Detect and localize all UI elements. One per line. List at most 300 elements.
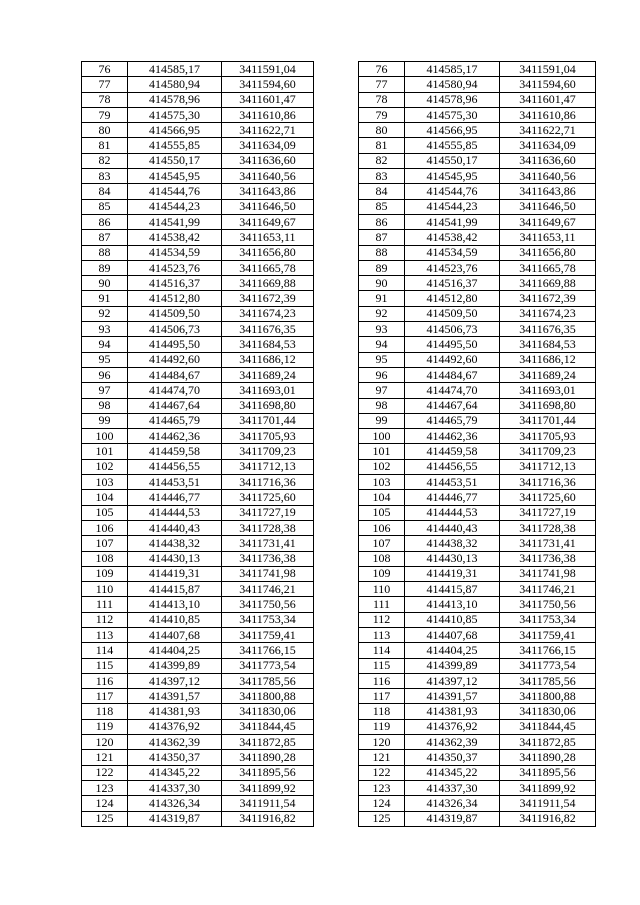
- x-coordinate-cell: 414376,92: [128, 719, 222, 734]
- x-coordinate-cell: 414453,51: [128, 475, 222, 490]
- y-coordinate-cell: 3411728,38: [500, 520, 596, 535]
- table-row: [82, 704, 314, 719]
- x-coordinate-cell: 414585,17: [405, 62, 500, 77]
- y-coordinate-cell: 3411698,80: [222, 398, 314, 413]
- y-coordinate-cell: 3411830,06: [222, 704, 314, 719]
- table-row: [82, 184, 314, 199]
- table-row: [82, 536, 314, 551]
- point-number-cell: 114: [82, 643, 128, 658]
- y-coordinate-cell: 3411701,44: [222, 413, 314, 428]
- x-coordinate-cell: 414440,43: [405, 520, 500, 535]
- table-row: [82, 765, 314, 780]
- y-coordinate-cell: 3411731,41: [222, 536, 314, 551]
- y-coordinate-cell: 3411741,98: [222, 566, 314, 581]
- y-coordinate-cell: 3411911,54: [222, 796, 314, 811]
- table-row: [82, 566, 314, 581]
- table-row: [359, 444, 596, 459]
- y-coordinate-cell: 3411591,04: [222, 62, 314, 77]
- point-number-cell: 119: [359, 719, 405, 734]
- y-coordinate-cell: 3411643,86: [222, 184, 314, 199]
- table-row: [359, 92, 596, 107]
- point-number-cell: 93: [82, 322, 128, 337]
- point-number-cell: 105: [359, 505, 405, 520]
- x-coordinate-cell: 414456,55: [128, 459, 222, 474]
- x-coordinate-cell: 414467,64: [405, 398, 500, 413]
- point-number-cell: 119: [82, 719, 128, 734]
- point-number-cell: 112: [359, 612, 405, 627]
- point-number-cell: 89: [359, 260, 405, 275]
- x-coordinate-cell: 414566,95: [128, 123, 222, 138]
- y-coordinate-cell: 3411736,38: [222, 551, 314, 566]
- table-row: [359, 398, 596, 413]
- table-row: [82, 796, 314, 811]
- table-row: [82, 214, 314, 229]
- table-row: [359, 780, 596, 795]
- x-coordinate-cell: 414438,32: [405, 536, 500, 551]
- table-row: [82, 337, 314, 352]
- y-coordinate-cell: 3411705,93: [222, 429, 314, 444]
- table-row: [82, 230, 314, 245]
- x-coordinate-cell: 414512,80: [128, 291, 222, 306]
- table-row: [82, 413, 314, 428]
- table-row: [359, 230, 596, 245]
- point-number-cell: 77: [82, 77, 128, 92]
- x-coordinate-cell: 414523,76: [128, 260, 222, 275]
- x-coordinate-cell: 414326,34: [128, 796, 222, 811]
- table-row: [359, 520, 596, 535]
- point-number-cell: 94: [359, 337, 405, 352]
- y-coordinate-cell: 3411674,23: [500, 306, 596, 321]
- x-coordinate-cell: 414578,96: [405, 92, 500, 107]
- y-coordinate-cell: 3411750,56: [500, 597, 596, 612]
- y-coordinate-cell: 3411895,56: [500, 765, 596, 780]
- y-coordinate-cell: 3411689,24: [500, 367, 596, 382]
- point-number-cell: 102: [82, 459, 128, 474]
- x-coordinate-cell: 414541,99: [405, 214, 500, 229]
- x-coordinate-cell: 414544,76: [405, 184, 500, 199]
- table-row: [359, 413, 596, 428]
- table-row: [359, 245, 596, 260]
- y-coordinate-cell: 3411741,98: [500, 566, 596, 581]
- y-coordinate-cell: 3411709,23: [222, 444, 314, 459]
- table-row: [82, 138, 314, 153]
- point-number-cell: 113: [359, 627, 405, 642]
- y-coordinate-cell: 3411785,56: [222, 673, 314, 688]
- point-number-cell: 123: [82, 780, 128, 795]
- point-number-cell: 104: [359, 490, 405, 505]
- table-row: [359, 77, 596, 92]
- y-coordinate-cell: 3411916,82: [222, 811, 314, 826]
- table-row: [359, 123, 596, 138]
- table-row: [82, 505, 314, 520]
- right-table-body: [359, 62, 596, 827]
- point-number-cell: 100: [359, 429, 405, 444]
- y-coordinate-cell: 3411766,15: [500, 643, 596, 658]
- x-coordinate-cell: 414580,94: [128, 77, 222, 92]
- y-coordinate-cell: 3411890,28: [500, 750, 596, 765]
- x-coordinate-cell: 414484,67: [128, 367, 222, 382]
- point-number-cell: 90: [82, 276, 128, 291]
- y-coordinate-cell: 3411911,54: [500, 796, 596, 811]
- y-coordinate-cell: 3411872,85: [222, 735, 314, 750]
- point-number-cell: 114: [359, 643, 405, 658]
- table-row: [359, 322, 596, 337]
- x-coordinate-cell: 414456,55: [405, 459, 500, 474]
- y-coordinate-cell: 3411746,21: [500, 582, 596, 597]
- point-number-cell: 97: [82, 383, 128, 398]
- x-coordinate-cell: 414585,17: [128, 62, 222, 77]
- x-coordinate-cell: 414506,73: [128, 322, 222, 337]
- table-row: [82, 475, 314, 490]
- point-number-cell: 122: [82, 765, 128, 780]
- point-number-cell: 84: [359, 184, 405, 199]
- table-row: [359, 704, 596, 719]
- point-number-cell: 77: [359, 77, 405, 92]
- point-number-cell: 125: [359, 811, 405, 826]
- point-number-cell: 96: [359, 367, 405, 382]
- x-coordinate-cell: 414430,13: [128, 551, 222, 566]
- y-coordinate-cell: 3411766,15: [222, 643, 314, 658]
- y-coordinate-cell: 3411672,39: [500, 291, 596, 306]
- x-coordinate-cell: 414550,17: [128, 153, 222, 168]
- point-number-cell: 108: [359, 551, 405, 566]
- y-coordinate-cell: 3411653,11: [222, 230, 314, 245]
- y-coordinate-cell: 3411669,88: [500, 276, 596, 291]
- y-coordinate-cell: 3411672,39: [222, 291, 314, 306]
- x-coordinate-cell: 414544,23: [128, 199, 222, 214]
- x-coordinate-cell: 414462,36: [128, 429, 222, 444]
- table-row: [359, 169, 596, 184]
- x-coordinate-cell: 414484,67: [405, 367, 500, 382]
- table-row: [359, 612, 596, 627]
- point-number-cell: 78: [82, 92, 128, 107]
- x-coordinate-cell: 414444,53: [405, 505, 500, 520]
- table-row: [359, 383, 596, 398]
- x-coordinate-cell: 414566,95: [405, 123, 500, 138]
- y-coordinate-cell: 3411800,88: [500, 689, 596, 704]
- point-number-cell: 107: [359, 536, 405, 551]
- table-row: [359, 107, 596, 122]
- table-row: [359, 627, 596, 642]
- y-coordinate-cell: 3411646,50: [222, 199, 314, 214]
- point-number-cell: 87: [359, 230, 405, 245]
- point-number-cell: 84: [82, 184, 128, 199]
- y-coordinate-cell: 3411899,92: [500, 780, 596, 795]
- y-coordinate-cell: 3411890,28: [222, 750, 314, 765]
- table-row: [359, 260, 596, 275]
- point-number-cell: 83: [82, 169, 128, 184]
- y-coordinate-cell: 3411676,35: [222, 322, 314, 337]
- point-number-cell: 98: [359, 398, 405, 413]
- table-row: [359, 505, 596, 520]
- table-row: [359, 735, 596, 750]
- point-number-cell: 99: [359, 413, 405, 428]
- y-coordinate-cell: 3411773,54: [222, 658, 314, 673]
- x-coordinate-cell: 414350,37: [405, 750, 500, 765]
- x-coordinate-cell: 414495,50: [128, 337, 222, 352]
- table-row: [82, 750, 314, 765]
- point-number-cell: 100: [82, 429, 128, 444]
- x-coordinate-cell: 414440,43: [128, 520, 222, 535]
- x-coordinate-cell: 414410,85: [128, 612, 222, 627]
- table-row: [82, 490, 314, 505]
- table-row: [82, 811, 314, 826]
- table-row: [359, 475, 596, 490]
- x-coordinate-cell: 414541,99: [128, 214, 222, 229]
- table-row: [359, 673, 596, 688]
- y-coordinate-cell: 3411686,12: [222, 352, 314, 367]
- table-row: [359, 367, 596, 382]
- y-coordinate-cell: 3411622,71: [222, 123, 314, 138]
- x-coordinate-cell: 414319,87: [128, 811, 222, 826]
- y-coordinate-cell: 3411693,01: [222, 383, 314, 398]
- point-number-cell: 110: [359, 582, 405, 597]
- x-coordinate-cell: 414430,13: [405, 551, 500, 566]
- x-coordinate-cell: 414413,10: [128, 597, 222, 612]
- y-coordinate-cell: 3411693,01: [500, 383, 596, 398]
- table-row: [82, 77, 314, 92]
- x-coordinate-cell: 414509,50: [128, 306, 222, 321]
- table-row: [359, 582, 596, 597]
- left-coordinates-table: [81, 61, 314, 827]
- table-row: [82, 612, 314, 627]
- point-number-cell: 82: [82, 153, 128, 168]
- y-coordinate-cell: 3411665,78: [500, 260, 596, 275]
- table-row: [359, 153, 596, 168]
- table-row: [82, 582, 314, 597]
- x-coordinate-cell: 414465,79: [405, 413, 500, 428]
- point-number-cell: 87: [82, 230, 128, 245]
- x-coordinate-cell: 414362,39: [128, 735, 222, 750]
- point-number-cell: 76: [82, 62, 128, 77]
- y-coordinate-cell: 3411736,38: [500, 551, 596, 566]
- x-coordinate-cell: 414492,60: [405, 352, 500, 367]
- x-coordinate-cell: 414492,60: [128, 352, 222, 367]
- y-coordinate-cell: 3411759,41: [222, 627, 314, 642]
- table-row: [82, 780, 314, 795]
- x-coordinate-cell: 414391,57: [405, 689, 500, 704]
- point-number-cell: 112: [82, 612, 128, 627]
- x-coordinate-cell: 414337,30: [405, 780, 500, 795]
- point-number-cell: 124: [359, 796, 405, 811]
- y-coordinate-cell: 3411716,36: [222, 475, 314, 490]
- point-number-cell: 94: [82, 337, 128, 352]
- x-coordinate-cell: 414512,80: [405, 291, 500, 306]
- table-row: [359, 184, 596, 199]
- table-row: [359, 566, 596, 581]
- y-coordinate-cell: 3411731,41: [500, 536, 596, 551]
- x-coordinate-cell: 414509,50: [405, 306, 500, 321]
- y-coordinate-cell: 3411640,56: [222, 169, 314, 184]
- y-coordinate-cell: 3411643,86: [500, 184, 596, 199]
- point-number-cell: 120: [359, 735, 405, 750]
- y-coordinate-cell: 3411601,47: [222, 92, 314, 107]
- table-row: [82, 367, 314, 382]
- y-coordinate-cell: 3411684,53: [500, 337, 596, 352]
- x-coordinate-cell: 414465,79: [128, 413, 222, 428]
- y-coordinate-cell: 3411698,80: [500, 398, 596, 413]
- x-coordinate-cell: 414474,70: [405, 383, 500, 398]
- x-coordinate-cell: 414575,30: [405, 107, 500, 122]
- point-number-cell: 111: [359, 597, 405, 612]
- point-number-cell: 108: [82, 551, 128, 566]
- y-coordinate-cell: 3411649,67: [222, 214, 314, 229]
- y-coordinate-cell: 3411653,11: [500, 230, 596, 245]
- point-number-cell: 89: [82, 260, 128, 275]
- y-coordinate-cell: 3411640,56: [500, 169, 596, 184]
- table-row: [359, 62, 596, 77]
- table-row: [359, 658, 596, 673]
- table-row: [359, 490, 596, 505]
- table-row: [82, 551, 314, 566]
- table-row: [359, 689, 596, 704]
- y-coordinate-cell: 3411591,04: [500, 62, 596, 77]
- y-coordinate-cell: 3411676,35: [500, 322, 596, 337]
- point-number-cell: 92: [82, 306, 128, 321]
- table-row: [82, 444, 314, 459]
- y-coordinate-cell: 3411725,60: [500, 490, 596, 505]
- x-coordinate-cell: 414516,37: [128, 276, 222, 291]
- table-row: [82, 352, 314, 367]
- x-coordinate-cell: 414407,68: [128, 627, 222, 642]
- y-coordinate-cell: 3411634,09: [500, 138, 596, 153]
- table-row: [82, 153, 314, 168]
- x-coordinate-cell: 414462,36: [405, 429, 500, 444]
- table-row: [82, 322, 314, 337]
- y-coordinate-cell: 3411594,60: [222, 77, 314, 92]
- y-coordinate-cell: 3411727,19: [500, 505, 596, 520]
- point-number-cell: 116: [359, 673, 405, 688]
- y-coordinate-cell: 3411686,12: [500, 352, 596, 367]
- x-coordinate-cell: 414575,30: [128, 107, 222, 122]
- point-number-cell: 82: [359, 153, 405, 168]
- point-number-cell: 117: [359, 689, 405, 704]
- point-number-cell: 85: [82, 199, 128, 214]
- x-coordinate-cell: 414407,68: [405, 627, 500, 642]
- x-coordinate-cell: 414474,70: [128, 383, 222, 398]
- point-number-cell: 106: [82, 520, 128, 535]
- table-row: [359, 199, 596, 214]
- point-number-cell: 92: [359, 306, 405, 321]
- x-coordinate-cell: 414444,53: [128, 505, 222, 520]
- point-number-cell: 104: [82, 490, 128, 505]
- x-coordinate-cell: 414404,25: [405, 643, 500, 658]
- y-coordinate-cell: 3411656,80: [500, 245, 596, 260]
- point-number-cell: 117: [82, 689, 128, 704]
- x-coordinate-cell: 414326,34: [405, 796, 500, 811]
- x-coordinate-cell: 414459,58: [128, 444, 222, 459]
- point-number-cell: 78: [359, 92, 405, 107]
- point-number-cell: 81: [359, 138, 405, 153]
- y-coordinate-cell: 3411728,38: [222, 520, 314, 535]
- y-coordinate-cell: 3411712,13: [500, 459, 596, 474]
- y-coordinate-cell: 3411746,21: [222, 582, 314, 597]
- point-number-cell: 88: [82, 245, 128, 260]
- table-row: [359, 551, 596, 566]
- y-coordinate-cell: 3411684,53: [222, 337, 314, 352]
- point-number-cell: 85: [359, 199, 405, 214]
- point-number-cell: 120: [82, 735, 128, 750]
- x-coordinate-cell: 414381,93: [405, 704, 500, 719]
- table-row: [359, 719, 596, 734]
- x-coordinate-cell: 414545,95: [128, 169, 222, 184]
- x-coordinate-cell: 414337,30: [128, 780, 222, 795]
- y-coordinate-cell: 3411785,56: [500, 673, 596, 688]
- point-number-cell: 103: [82, 475, 128, 490]
- x-coordinate-cell: 414438,32: [128, 536, 222, 551]
- point-number-cell: 79: [359, 107, 405, 122]
- x-coordinate-cell: 414319,87: [405, 811, 500, 826]
- x-coordinate-cell: 414516,37: [405, 276, 500, 291]
- x-coordinate-cell: 414399,89: [128, 658, 222, 673]
- y-coordinate-cell: 3411701,44: [500, 413, 596, 428]
- y-coordinate-cell: 3411753,34: [222, 612, 314, 627]
- y-coordinate-cell: 3411610,86: [222, 107, 314, 122]
- y-coordinate-cell: 3411872,85: [500, 735, 596, 750]
- y-coordinate-cell: 3411895,56: [222, 765, 314, 780]
- point-number-cell: 105: [82, 505, 128, 520]
- x-coordinate-cell: 414404,25: [128, 643, 222, 658]
- y-coordinate-cell: 3411759,41: [500, 627, 596, 642]
- x-coordinate-cell: 414391,57: [128, 689, 222, 704]
- x-coordinate-cell: 414555,85: [405, 138, 500, 153]
- x-coordinate-cell: 414362,39: [405, 735, 500, 750]
- table-row: [82, 383, 314, 398]
- table-row: [82, 199, 314, 214]
- x-coordinate-cell: 414350,37: [128, 750, 222, 765]
- y-coordinate-cell: 3411594,60: [500, 77, 596, 92]
- x-coordinate-cell: 414397,12: [405, 673, 500, 688]
- table-row: [82, 62, 314, 77]
- y-coordinate-cell: 3411674,23: [222, 306, 314, 321]
- table-row: [82, 107, 314, 122]
- x-coordinate-cell: 414545,95: [405, 169, 500, 184]
- point-number-cell: 79: [82, 107, 128, 122]
- y-coordinate-cell: 3411773,54: [500, 658, 596, 673]
- x-coordinate-cell: 414446,77: [128, 490, 222, 505]
- table-row: [82, 597, 314, 612]
- point-number-cell: 106: [359, 520, 405, 535]
- point-number-cell: 122: [359, 765, 405, 780]
- y-coordinate-cell: 3411899,92: [222, 780, 314, 795]
- left-table-body: [82, 62, 314, 827]
- table-row: [82, 627, 314, 642]
- y-coordinate-cell: 3411753,34: [500, 612, 596, 627]
- x-coordinate-cell: 414410,85: [405, 612, 500, 627]
- table-row: [359, 597, 596, 612]
- y-coordinate-cell: 3411830,06: [500, 704, 596, 719]
- point-number-cell: 81: [82, 138, 128, 153]
- y-coordinate-cell: 3411669,88: [222, 276, 314, 291]
- table-row: [359, 138, 596, 153]
- table-row: [359, 811, 596, 826]
- table-row: [359, 765, 596, 780]
- y-coordinate-cell: 3411610,86: [500, 107, 596, 122]
- x-coordinate-cell: 414534,59: [405, 245, 500, 260]
- point-number-cell: 88: [359, 245, 405, 260]
- y-coordinate-cell: 3411636,60: [222, 153, 314, 168]
- point-number-cell: 103: [359, 475, 405, 490]
- point-number-cell: 109: [82, 566, 128, 581]
- table-row: [82, 276, 314, 291]
- table-row: [359, 459, 596, 474]
- x-coordinate-cell: 414544,76: [128, 184, 222, 199]
- y-coordinate-cell: 3411665,78: [222, 260, 314, 275]
- point-number-cell: 115: [359, 658, 405, 673]
- point-number-cell: 86: [359, 214, 405, 229]
- y-coordinate-cell: 3411601,47: [500, 92, 596, 107]
- point-number-cell: 101: [359, 444, 405, 459]
